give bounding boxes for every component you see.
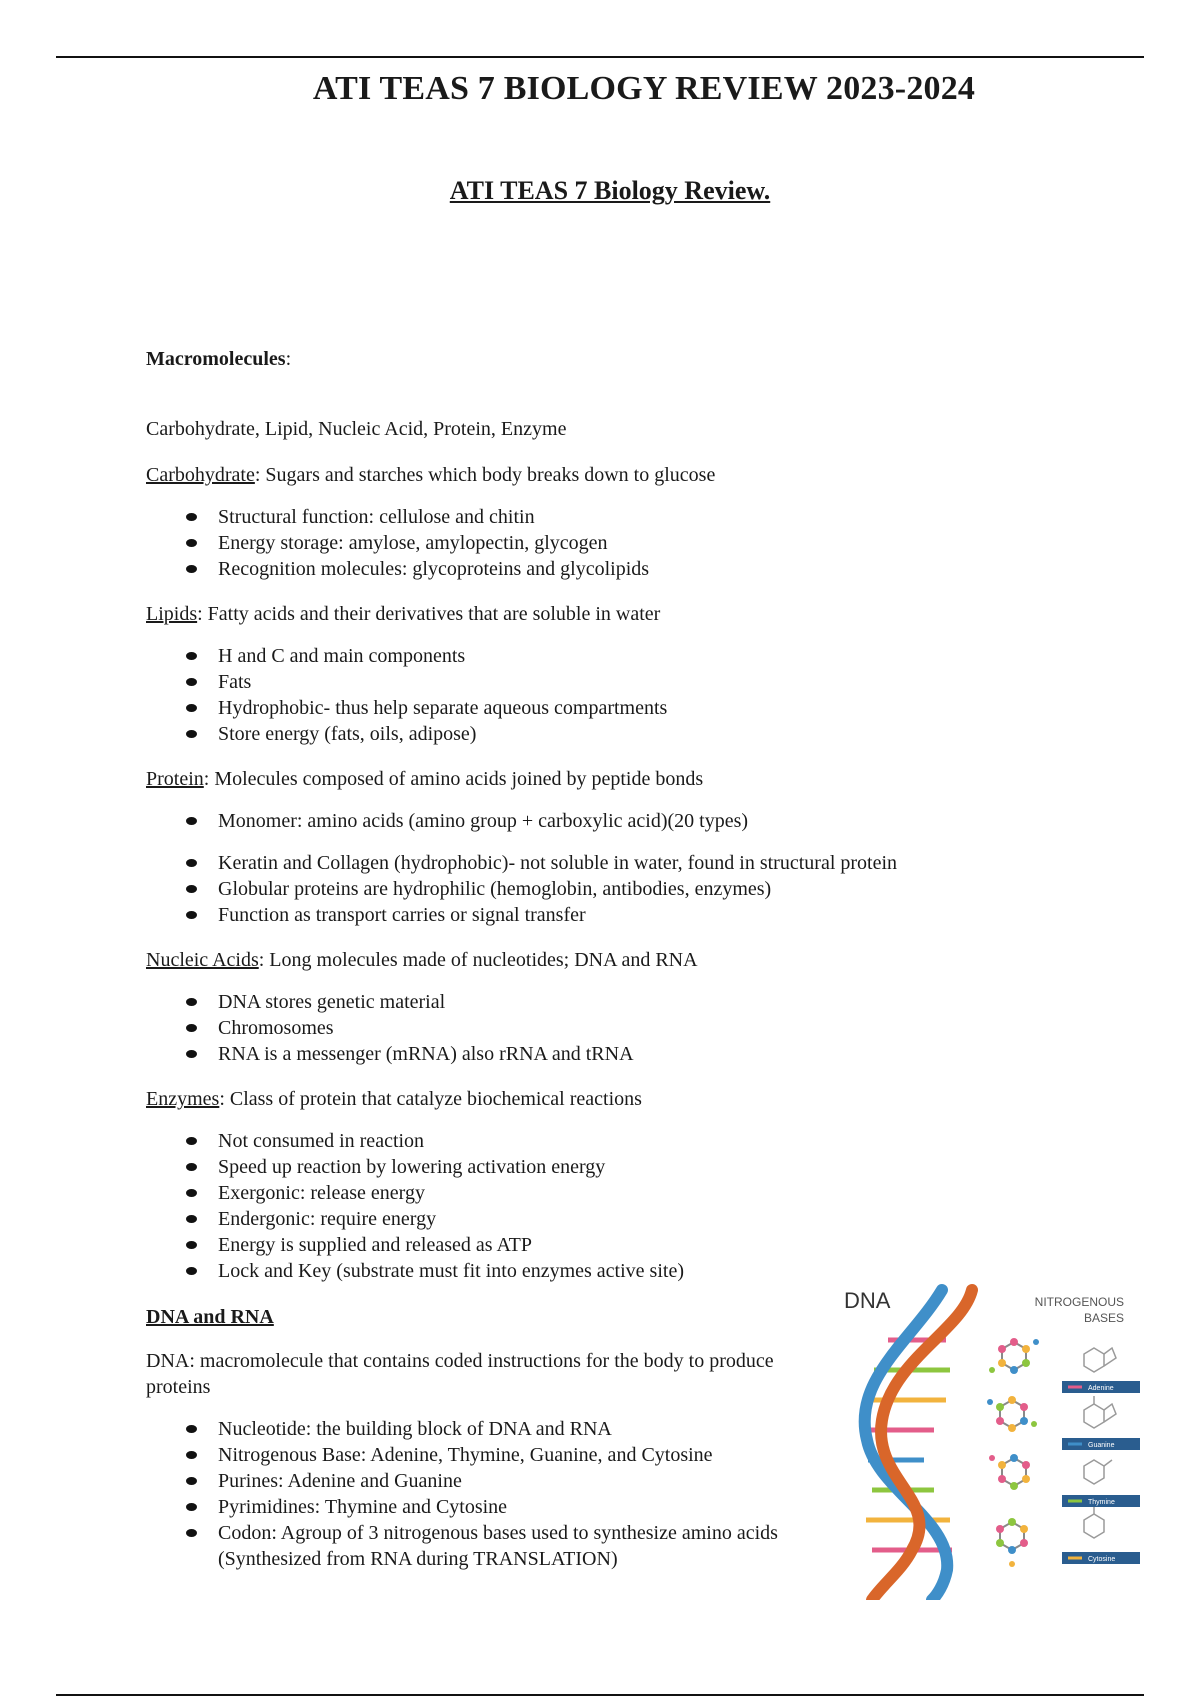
nucleic-acids-bullets xyxy=(146,989,1006,1067)
list-item: Monomer: amino acids (amino group + carboxylic acid)(20 types) xyxy=(218,808,1006,834)
dna-strand-orange xyxy=(872,1290,972,1600)
base-tag-guanine-text: Guanine xyxy=(1088,1442,1115,1449)
macromolecules-heading-text: Macromolecules xyxy=(146,348,286,370)
document-title: ATI TEAS 7 BIOLOGY REVIEW 2023-2024 xyxy=(312,70,976,107)
list-item: Exergonic: release energy xyxy=(218,1180,1006,1206)
list-item: RNA is a messenger (mRNA) also rRNA and tRNA xyxy=(218,1041,1006,1067)
section-nucleic-acids-definition xyxy=(146,947,1006,973)
macromolecules-heading xyxy=(146,346,1006,372)
list-item: Nucleotide: the building block of DNA and RNA xyxy=(218,1416,798,1442)
list-item: H and C and main components xyxy=(218,643,1006,669)
list-item: Keratin and Collagen (hydrophobic)- not soluble in water, found in structural protein xyxy=(218,850,1006,876)
base-tag-cytosine xyxy=(1062,1552,1140,1564)
structure-cytosine-icon xyxy=(1084,1506,1104,1538)
base-tag-adenine-text: Adenine xyxy=(1088,1385,1114,1392)
document-subtitle: ATI TEAS 7 Biology Review. xyxy=(449,176,771,205)
list-item: Energy is supplied and released as ATP xyxy=(218,1232,1006,1258)
base-tag-thymine-text: Thymine xyxy=(1088,1499,1115,1506)
base-tag-cytosine-text: Cytosine xyxy=(1088,1556,1116,1563)
dna-illustration xyxy=(842,1270,1142,1600)
list-item: Function as transport carries or signal transfer xyxy=(218,902,1006,928)
base-tag-adenine xyxy=(1062,1381,1140,1393)
definition-enzymes: : Class of protein that catalyze biochemical reactions xyxy=(219,1088,642,1110)
list-item: Not consumed in reaction xyxy=(218,1128,1006,1154)
list-item: Speed up reaction by lowering activation energy xyxy=(218,1154,1006,1180)
base-tag-thymine xyxy=(1062,1495,1140,1507)
lipids-bullets xyxy=(146,643,1006,747)
structure-adenine-icon xyxy=(1084,1348,1116,1372)
term-nucleic-acids: Nucleic Acids xyxy=(146,949,259,971)
structure-thymine-icon xyxy=(1084,1460,1112,1484)
list-item: Chromosomes xyxy=(218,1015,1006,1041)
macromolecules-list: Carbohydrate, Lipid, Nucleic Acid, Protein, Enzyme xyxy=(146,418,567,440)
bases-label-line1: NITROGENOUS xyxy=(1034,1295,1124,1309)
list-item: Pyrimidines: Thymine and Cytosine xyxy=(218,1494,798,1520)
list-item: Hydrophobic- thus help separate aqueous compartments xyxy=(218,695,1006,721)
term-carbohydrate: Carbohydrate xyxy=(146,464,255,486)
list-item: DNA stores genetic material xyxy=(218,989,1006,1015)
carbohydrate-bullets xyxy=(146,504,1006,582)
section-carbohydrate-definition xyxy=(146,462,1006,488)
enzymes-bullets xyxy=(146,1128,1006,1284)
base-tag-guanine xyxy=(1062,1438,1140,1450)
list-item: Lock and Key (substrate must fit into enzymes active site) xyxy=(218,1258,1006,1284)
dna-rna-bullets xyxy=(146,1416,798,1572)
structure-guanine-icon xyxy=(1084,1396,1116,1428)
list-item: Purines: Adenine and Guanine xyxy=(218,1468,798,1494)
protein-bullets xyxy=(146,808,1006,928)
term-protein: Protein xyxy=(146,768,204,790)
list-item: Fats xyxy=(218,669,1006,695)
macromolecules-heading-colon: : xyxy=(285,348,292,370)
bottom-rule xyxy=(56,1694,1144,1696)
definition-protein: : Molecules composed of amino acids joined by peptide bonds xyxy=(203,768,704,790)
list-item: Endergonic: require energy xyxy=(218,1206,1006,1232)
definition-carbohydrate: : Sugars and starches which body breaks down to glucose xyxy=(254,464,716,486)
list-item: Structural function: cellulose and chitin xyxy=(218,504,1006,530)
section-enzymes-definition xyxy=(146,1086,1006,1112)
list-item: Recognition molecules: glycoproteins and glycolipids xyxy=(218,556,1006,582)
molecule-guanine-model xyxy=(987,1396,1037,1432)
top-rule xyxy=(56,56,1144,58)
molecule-thymine-model xyxy=(989,1454,1030,1490)
dna-definition: DNA: macromolecule that contains coded instructions for the body to produce proteins xyxy=(146,1350,774,1398)
list-item: Energy storage: amylose, amylopectin, glycogen xyxy=(218,530,1006,556)
section-lipids-definition xyxy=(146,601,1006,627)
bases-label-line2: BASES xyxy=(1083,1311,1124,1325)
dna-rna-heading: DNA and RNA xyxy=(146,1306,274,1328)
molecule-adenine-model xyxy=(989,1338,1039,1374)
definition-nucleic-acids: : Long molecules made of nucleotides; DNA and RNA xyxy=(258,949,698,971)
dna-label: DNA xyxy=(844,1288,891,1313)
list-item: Nitrogenous Base: Adenine, Thymine, Guanine, and Cytosine xyxy=(218,1442,798,1468)
section-protein-definition xyxy=(146,766,1006,792)
list-item: Globular proteins are hydrophilic (hemoglobin, antibodies, enzymes) xyxy=(218,876,1006,902)
molecule-cytosine-model xyxy=(996,1518,1028,1567)
list-item: Store energy (fats, oils, adipose) xyxy=(218,721,1006,747)
list-item: Codon: Agroup of 3 nitrogenous bases used to synthesize amino acids (Synthesized from RNA during TRANSLATION) xyxy=(218,1520,798,1572)
term-enzymes: Enzymes xyxy=(146,1088,220,1110)
term-lipids: Lipids xyxy=(146,603,198,625)
definition-lipids: : Fatty acids and their derivatives that are soluble in water xyxy=(197,603,661,625)
